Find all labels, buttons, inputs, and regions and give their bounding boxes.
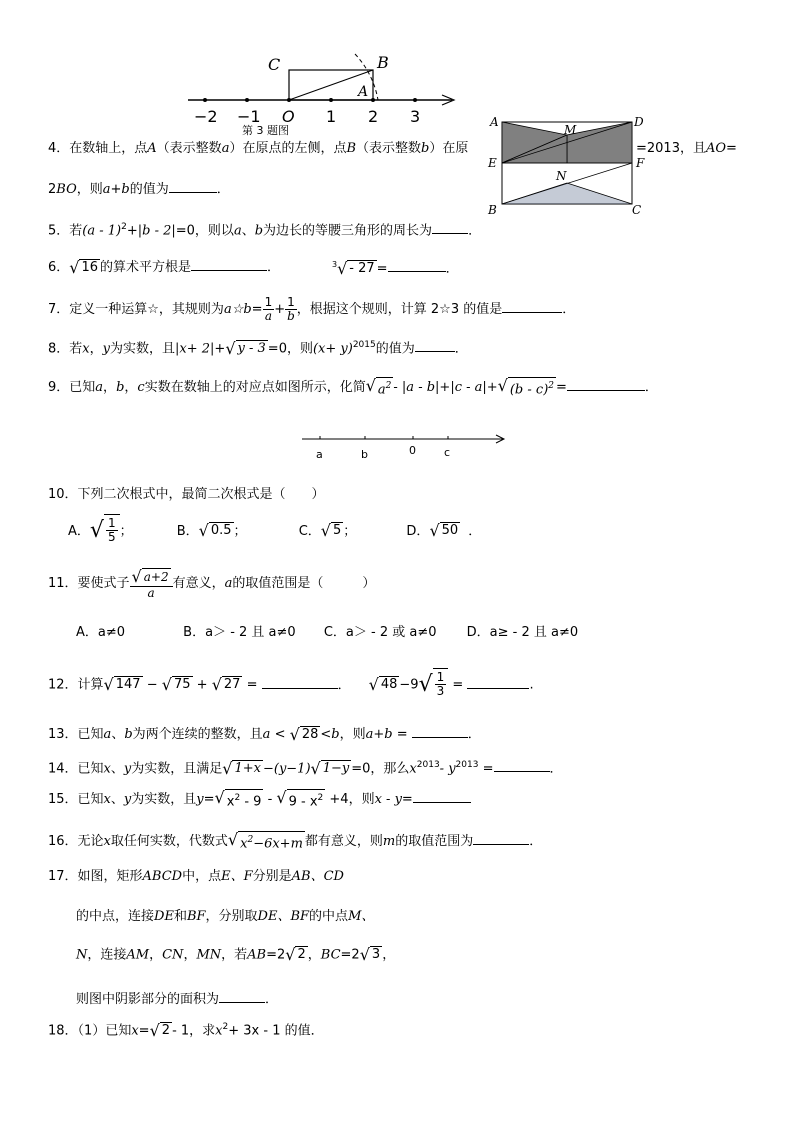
fig3-label-o: O	[282, 107, 295, 126]
q5: 5．若(a - 1)$^2$+|b - 2|=0，则以a、b为边长的等腰三角形的周长为 ．	[48, 218, 481, 240]
nl-a: a	[316, 448, 323, 461]
q15-answer-blank[interactable]	[413, 788, 471, 803]
q6-answer-blank-2[interactable]	[388, 257, 446, 272]
fig3-label-b: B	[377, 53, 389, 72]
q11-option-a[interactable]: A．a≠0	[76, 625, 126, 640]
fig3-tick-1: 1	[326, 107, 337, 126]
q15: 15．已知x、y为实数，且y= √ $x^2 - 9$ - √ $9 - x^2$ +4，则x - y=	[48, 788, 471, 810]
q4-line1: 4．在数轴上，点A（表示整数a）在原点的左侧，点B（表示整数b）在原	[48, 141, 469, 156]
q13-answer-blank[interactable]	[412, 723, 468, 738]
q9: 9．已知a，b，c实数在数轴上的对应点如图所示，化简 √ $a^2$ - |a - b|+|c - a|+ √ (b - c)$^2$ = ．	[48, 375, 658, 398]
q17-answer-blank[interactable]	[219, 988, 265, 1003]
fig17-b: B	[488, 203, 497, 217]
q11-options	[76, 624, 578, 642]
q10-option-c[interactable]: C． √ 5 ；	[298, 521, 357, 540]
fig3-tick-3: 3	[410, 107, 421, 126]
fig17-e: E	[488, 156, 497, 170]
q16-answer-blank[interactable]	[473, 830, 529, 845]
q8-answer-blank[interactable]	[415, 337, 455, 352]
fig3-tick-neg2: −2	[194, 107, 218, 126]
q4-answer-blank[interactable]	[169, 178, 217, 193]
q6-answer-blank-1[interactable]	[191, 256, 267, 271]
q9-answer-blank[interactable]	[567, 376, 645, 391]
q8: 8．若x，y为实数，且|x+ 2|+ √ y - 3 =0，则$(x+ y)^{2015}$的值为 ．	[48, 338, 468, 358]
q4-line1-tail: =2013，且AO=	[636, 141, 737, 156]
fig17-m: M	[564, 123, 577, 137]
q11-option-b[interactable]: B．a＞ - 2 且 a≠0	[183, 625, 296, 640]
q7-answer-blank[interactable]	[502, 298, 562, 313]
q9-number-line	[298, 428, 510, 464]
q12: 12．计算 √ 147 − √ 75 + √ 27 = ． √ 48 −9 √ $\frac{1}{3}$ = .	[48, 670, 534, 698]
q7: 7．定义一种运算☆，其规则为a☆b= $\frac{1}{a}$ + $\frac{1}{b}$ ，根据这个规则，计算 2☆3 的值是 ．	[48, 295, 576, 323]
q10-options	[68, 514, 481, 549]
fig3-caption: 第 3 题图	[242, 124, 289, 137]
nl-b: b	[361, 448, 368, 461]
q13: 13．已知a、b为两个连续的整数，且a < √ 28 <b，则a+b = ．	[48, 724, 481, 744]
nl-o: 0	[409, 444, 416, 457]
q6: 6． √ 16 的算术平方根是 ．	[48, 257, 281, 277]
q4-line2: 2BO，则a+b的值为 ．	[48, 178, 230, 199]
q12-answer-blank-2[interactable]	[467, 674, 529, 689]
q14: 14．已知x、y为实数，且满足 √ 1+x −(y−1) √ 1−y =0，那么$x^{2013}-$ $y^{2013}$ = ．	[48, 758, 563, 778]
q17-line2: 的中点，连接DE和BF，分别取DE、BF的中点M、	[76, 909, 375, 924]
nl-c: c	[444, 446, 451, 459]
q11-option-d[interactable]: D．a≥ - 2 且 a≠0	[466, 625, 579, 640]
q17-line4: 则图中阴影部分的面积为 ．	[76, 988, 278, 1009]
q11-stem: 11．要使式子 √ a+2 a 有意义，a的取值范围是（ ）	[48, 566, 376, 600]
q10-option-a[interactable]: A． √ $\frac{1}{5}$ ；	[68, 516, 133, 544]
fig3-tick-neg1: −1	[237, 107, 261, 126]
fig17-c: C	[632, 203, 642, 217]
q14-answer-blank[interactable]	[494, 757, 550, 772]
q5-answer-blank[interactable]	[432, 219, 468, 234]
q11-option-c[interactable]: C．a＞ - 2 或 a≠0	[323, 625, 437, 640]
fig17-n: N	[556, 169, 567, 183]
q10-option-d[interactable]: D． √ 50 ．	[406, 521, 482, 540]
fig3-tick-2: 2	[368, 107, 379, 126]
q12-answer-blank-1[interactable]	[262, 674, 338, 689]
q18: 18．（1）已知x= √ 2 - 1，求$x^2+ 3x - 1$ 的值．	[48, 1020, 324, 1040]
fig17-f: F	[636, 156, 645, 170]
fig17-d: D	[634, 115, 644, 129]
fig17-a: A	[490, 115, 499, 129]
fig3-label-a: A	[358, 84, 369, 100]
sqrt-16: √ 16	[69, 257, 99, 277]
figure-17	[482, 112, 652, 218]
q6-cube: $^3$ √ - 27 = ．	[332, 258, 459, 278]
q17-line1: 17．如图，矩形ABCD中，点E、F分别是AB、CD	[48, 869, 344, 884]
figure-3	[180, 50, 470, 140]
q17-line3: N，连接AM，CN，MN，若AB=2 √ 2 ，BC=2 √ 3 ，	[76, 945, 396, 964]
q10-stem: 10．下列二次根式中，最简二次根式是（ ）	[48, 487, 325, 502]
q16: 16．无论x取任何实数，代数式 √ $x^2-6x+m$ 都有意义，则m的取值范围为 ．	[48, 829, 543, 852]
q10-option-b[interactable]: B． √ 0.5 ；	[176, 521, 247, 540]
fig3-label-c: C	[268, 55, 281, 74]
